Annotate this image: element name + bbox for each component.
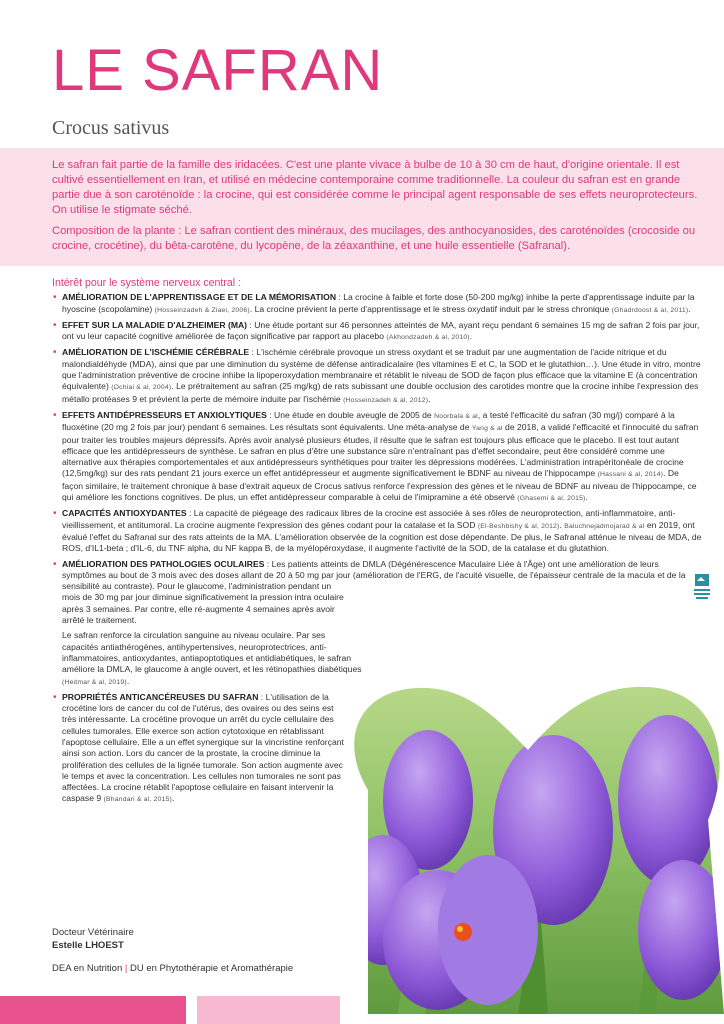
list-item-antioxidant: • CAPACITÉS ANTIOXYDANTES : La capacité de piégeage des radicaux libres de la crocine est associée à ses rôles de neuroprotection, anti-inflammatoire, anti-vieillissement, et antitumoral. La crocine augmente l'expression des gènes codant pour la catalase et la SOD (El-Beshbishy & al, 2012). Baluchnejadmojarad & al en 2019, ont évalué l'effet du Safranal sur des rats atteints de la MA. L'amélioration observée de la cognition est dose dépendante. De plus, le Safranal atténue le niveau de MDA, de ROS, d'IL1-beta ; d'IL-6, du TNF alpha, du NF kappa B, de la myélopéroxydase, il augmente l'activité de la SOD, de la catalase et du glutathion. bbox=[53, 508, 702, 554]
ocular-continuation: mois de 30 mg par jour diminue significativement la pression intra oculaire après 3 semaines. Par contre, elle ré-augmente 4 semaines après avoir arrêté le traitement. bbox=[62, 592, 344, 626]
list-item-ocular: • AMÉLIORATION DES PATHOLOGIES OCULAIRES : Les patients atteints de DMLA (Dégénérescence Maculaire Liée à l'Âge) ont une amélioration de leurs symptômes au bout de 3 mois avec des doses allant de 20 à 50 mg par jour (amélioration de l'ERG, de l'acuité visuelle, de l'épaisseur centrale de la macula et de la sensibilité au contraste). Pour le glaucome, l'administration pendant un mois de 30 mg par jour diminue significativement la pression intra oculaire après 3 semaines. Par contre, elle ré-augmente 4 semaines après avoir arrêté le traitement. bbox=[53, 558, 686, 626]
bullet-icon: • bbox=[53, 292, 57, 304]
citation: Noorbala & al bbox=[434, 412, 478, 420]
intro-section bbox=[52, 158, 702, 260]
list-item-memory: • AMÉLIORATION DE L'APPRENTISSAGE ET DE LA MÉMORISATION : La crocine à faible et forte dose (50-200 mg/kg) inhibe la perte d'apprentissage induite par la hyoscine (scopolamine) (Hosseinzadeh & Ziaei, 2006). La crocine prévient la perte d'apprentissage et le stress oxydatif induit par le stress chronique (Ghadrdoost & al, 2011). bbox=[53, 292, 695, 314]
bullet-icon: • bbox=[53, 691, 57, 703]
subtitle-latin-name: Crocus sativus bbox=[52, 117, 170, 139]
section-heading: Intérêt pour le système nerveux central : bbox=[52, 277, 242, 289]
bullet-icon: • bbox=[53, 558, 57, 570]
bullet-icon: • bbox=[53, 319, 57, 331]
citation: (Ghasemi & al, 2015) bbox=[517, 495, 586, 503]
publisher-logo-icon bbox=[692, 572, 712, 602]
author-name: Estelle LHOEST bbox=[52, 940, 124, 951]
list-item-ischemia: • AMÉLIORATION DE L'ISCHÉMIE CÉRÉBRALE : L'ischémie cérébrale provoque un stress oxydant et se traduit par une augmentation de l'acide nitrique et du malondialdéhyde (MDA), ainsi que par une diminution du système de défense antiradicalaire (les vitamines E et C, la SOD et le glutathion…). Une étude in vitro, montre que l'administration préventive de crocine inhibe la lipoperoxydation membranaire et rétablit le niveau de SOD de façon plus efficace que la vitamine E (à concentration équivalente) (Ochiai & al, 2004). Le prétraitement au safran (25 mg/kg) de rats subissant une double occlusion des carotides montre que la crocine inhibe l'expression des métallo protéases 9 et prévient la perte de mémoire induite par l'ischémie (Hosseinzadeh & al, 2012). bbox=[53, 347, 701, 404]
item-title: EFFETS ANTIDÉPRESSEURS ET ANXIOLYTIQUES bbox=[62, 409, 267, 420]
composition-paragraph: Composition de la plante : Le safran contient des minéraux, des mucilages, des anthocyanosides, des caroténoïdes (crocoside ou crocine, crocétine), du bêta-carotène, du lycopène, de la zéaxanthine, et une huile essentielle (Safranal). bbox=[52, 225, 696, 252]
citation: (Hosseinzadeh & al, 2012) bbox=[343, 396, 429, 404]
citation: Yang & al bbox=[471, 425, 503, 433]
citation: Baluchnejadmojarad & al bbox=[564, 522, 645, 530]
citation: (Akhondzadeh & al, 2010) bbox=[386, 334, 470, 342]
item-title: CAPACITÉS ANTIOXYDANTES bbox=[62, 508, 187, 519]
item-title: PROPRIÉTÉS ANTICANCÉREUSES DU SAFRAN bbox=[62, 691, 259, 702]
bullet-icon: • bbox=[53, 508, 57, 520]
citation: (Ghadrdoost & al, 2011) bbox=[611, 306, 689, 314]
intro-paragraph: Le safran fait partie de la famille des iridacées. C'est une plante vivace à bulbe de 10 à 30 cm de haut, d'origine orientale. Il est cultivé essentiellement en Iran, et utilisé en médecine contemporaine comme traditionnelle. La couleur du safran est en grande partie due à son caroténoïde : la crocine, qui est considérée comme le principal agent responsable de ses effets neuroprotecteurs. On utilise le stigmate séché. bbox=[52, 159, 698, 216]
bullet-icon: • bbox=[53, 347, 57, 359]
list-item-antidepressant: • EFFETS ANTIDÉPRESSEURS ET ANXIOLYTIQUES : Une étude en double aveugle de 2005 de Noorbala & al, a testé l'efficacité du safran (30 mg/j) comparé à la fluoxétine (20 mg 2 fois par jour) pendant 6 semaines. Les résultats sont équivalents. Une méta-analyse de Yang & al de 2018, a validé l'efficacité et l'innocuité du safran pour traiter les troubles majeurs dépressifs. Après avoir analysé plusieurs études, il résulte que le safran est toujours plus efficace que le placebo. Il est tout autant efficace que les antidépresseurs de synthèse. Le safran en plus d'être une substance sûre n'entraînant pas d'effet secondaire, peut être considéré comme une alternative aux thérapies comportementales et aux antidépresseurs synthétiques pour traiter les dépressions modérées. L'administration intrapéritonéale de crocine (12,5mg/kg) sur des rats pendant 21 jours exerce un effet antidépresseur et augmente significativement le BDNF au niveau de l'hippocampe (Hassani & al, 2014). De façon similaire, le traitement chronique à base d'extrait aqueux de Crocus sativus renforce l'expression des gènes et le niveau de BDNF au niveau de l'hippocampe, ce qui améliore les fonctions cognitives. De plus, un effet antidépresseur comparable à celui de l'imipramine a été observé (Ghasemi & al, 2015). bbox=[53, 409, 699, 503]
list-item-anticancer: • PROPRIÉTÉS ANTICANCÉREUSES DU SAFRAN : L'utilisation de la crocétine lors de cancer du col de l'utérus, des ovaires ou des seins est très intéressante. La crocétine provoque un arrêt du cycle cellulaire des cellules tumorales. Elle exerce son action cytotoxique en rétablissant l'apoptose cellulaire. Elle a un effet synergique sur la vincristine renforçant ainsi son action. Lors du cancer de la prostate, la crocine diminue la prolifération des cellules de la lignée tumorale. Son action augmente avec le temps et avec la concentration. Les cellules non tumorales ne sont pas affectées. La crocine rétablit l'apoptose cellulaire en faisant intervenir la caspase 9 (Bhandari & al, 2015). bbox=[53, 691, 344, 804]
separator: | bbox=[122, 963, 130, 974]
citation: (El-Beshbishy & al, 2012) bbox=[477, 522, 560, 530]
citation: (Bhandari & al, 2015) bbox=[103, 796, 173, 804]
item-title: AMÉLIORATION DE L'ISCHÉMIE CÉRÉBRALE bbox=[62, 347, 250, 358]
page-title: LE SAFRAN bbox=[52, 38, 384, 103]
item-title: AMÉLIORATION DES PATHOLOGIES OCULAIRES bbox=[62, 558, 265, 569]
list-item-alzheimer: • EFFET SUR LA MALADIE D'ALZHEIMER (MA) : Une étude portant sur 46 personnes atteintes de MA, ayant reçu pendant 6 semaines 15 mg de safran 2 fois par jour, ont vu leur capacité cognitive améliorée de façon significative par rapport au placebo (Akhondzadeh & al, 2010). bbox=[53, 319, 700, 342]
citation: (Heitmar & al, 2019) bbox=[62, 678, 127, 686]
item-title: AMÉLIORATION DE L'APPRENTISSAGE ET DE LA MÉMORISATION bbox=[62, 292, 337, 303]
author-credentials: DEA en Nutrition | DU en Phytothérapie et Aromathérapie bbox=[52, 963, 294, 974]
item-title: EFFET SUR LA MALADIE D'ALZHEIMER (MA) bbox=[62, 319, 248, 330]
author-block bbox=[52, 926, 134, 952]
citation: (Hassani & al, 2014) bbox=[597, 471, 664, 479]
footer-bar-light bbox=[197, 996, 340, 1024]
citation: (Hosseinzadeh & Ziaei, 2006) bbox=[154, 306, 250, 314]
crocus-flower-photo bbox=[338, 680, 724, 1014]
author-role: Docteur Vétérinaire bbox=[52, 927, 134, 938]
footer-bar-dark bbox=[0, 996, 186, 1024]
ocular-note: Le safran renforce la circulation sanguine au niveau oculaire. Par ses capacités antiathérogènes, antihypertensives, neuroprotectrices, anti-inflammatoires, antioxydantes, antiapoptotiques et antidiabétiques, le safran améliore la DMLA, le glaucome à angle ouvert, et les rétinopathies diabétiques (Heitmar & al, 2019). bbox=[62, 630, 362, 686]
bullet-icon: • bbox=[53, 409, 57, 421]
citation: (Ochiai & al, 2004) bbox=[111, 384, 172, 392]
